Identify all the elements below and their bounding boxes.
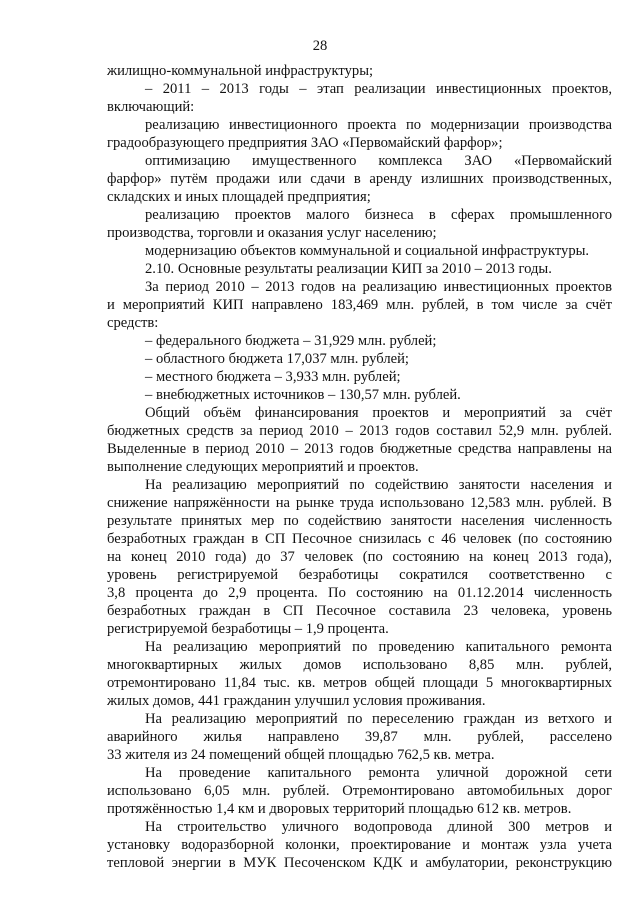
text-line: складских и иных площадей предприятия; bbox=[107, 189, 371, 205]
text-line: аварийного жилья направлено 39,87 млн. рублей, расселено bbox=[107, 729, 612, 745]
text-line: снижение напряжённости на рынке труда использовано 12,583 млн. рублей. В bbox=[107, 495, 612, 511]
list-item: – местного бюджета – 3,933 млн. рублей; bbox=[145, 369, 401, 385]
text-line: отремонтировано 11,84 тыс. кв. метров общей площади 5 многоквартирных bbox=[107, 675, 612, 691]
list-item: – федерального бюджета – 31,929 млн. рублей; bbox=[145, 333, 437, 349]
text-line: На реализацию мероприятий по проведению капитального ремонта bbox=[145, 639, 612, 655]
text-line: выполнение следующих мероприятий и проектов. bbox=[107, 459, 419, 475]
text-line: На строительство уличного водопровода длиной 300 метров и bbox=[145, 819, 612, 835]
text-line: Общий объём финансирования проектов и мероприятий за счёт bbox=[145, 405, 612, 421]
text-line: уровень регистрируемой безработицы сократился соответственно с bbox=[107, 567, 612, 583]
text-line: 33 жителя из 24 помещений общей площадью 762,5 кв. метра. bbox=[107, 747, 495, 763]
list-item: – внебюджетных источников – 130,57 млн. рублей. bbox=[145, 387, 461, 403]
text-line: За период 2010 – 2013 годов на реализацию инвестиционных проектов bbox=[145, 279, 612, 295]
text-line: производства, торговли и оказания услуг населению; bbox=[107, 225, 437, 241]
page-number: 28 bbox=[312, 38, 328, 54]
list-item: – областного бюджета 17,037 млн. рублей; bbox=[145, 351, 409, 367]
text-line: установку водоразборной колонки, проектирование и монтаж узла учета bbox=[107, 837, 612, 853]
text-line: многоквартирных жилых домов использовано 8,85 млн. рублей, bbox=[107, 657, 612, 673]
text-line: средств: bbox=[107, 315, 159, 331]
text-line: на конец 2010 года) до 37 человек (по состоянию на конец 2013 года), bbox=[107, 549, 612, 565]
text-line: модернизацию объектов коммунальной и социальной инфраструктуры. bbox=[145, 243, 590, 259]
text-line: Выделенные в период 2010 – 2013 годов бюджетные средства направлены на bbox=[107, 441, 612, 457]
text-line: реализацию проектов малого бизнеса в сферах промышленного bbox=[145, 207, 612, 223]
section-heading: 2.10. Основные результаты реализации КИП за 2010 – 2013 годы. bbox=[145, 261, 552, 277]
text-line: – 2011 – 2013 годы – этап реализации инвестиционных проектов, bbox=[145, 81, 612, 97]
text-line: реализацию инвестиционного проекта по модернизации производства bbox=[145, 117, 612, 133]
text-line: фарфор» путём продажи или сдачи в аренду излишних производственных, bbox=[107, 171, 612, 187]
text-line: градообразующего предприятия ЗАО «Первомайский фарфор»; bbox=[107, 135, 503, 151]
text-line: жилищно-коммунальной инфраструктуры; bbox=[107, 63, 374, 79]
text-line: безработных граждан в СП Песочное снизилась с 46 человек (по состоянию bbox=[107, 531, 612, 547]
text-line: результате принятых мер по содействию занятости населения численность bbox=[107, 513, 612, 529]
text-line: 3,8 процента до 2,9 процента. По состоянию на 01.12.2014 численность bbox=[107, 585, 612, 601]
text-line: и мероприятий КИП направлено 183,469 млн. рублей, в том числе за счёт bbox=[107, 297, 612, 313]
text-line: регистрируемой безработицы – 1,9 процента. bbox=[107, 621, 389, 637]
text-line: жилых домов, 441 гражданин улучшил условия проживания. bbox=[107, 693, 486, 709]
text-line: На реализацию мероприятий по содействию занятости населения и bbox=[145, 477, 612, 493]
text-line: На реализацию мероприятий по переселению граждан из ветхого и bbox=[145, 711, 612, 727]
text-line: оптимизацию имущественного комплекса ЗАО «Первомайский bbox=[145, 153, 612, 169]
text-line: тепловой энергии в МУК Песоченском КДК и амбулатории, реконструкцию bbox=[107, 855, 612, 871]
text-line: На проведение капитального ремонта уличной дорожной сети bbox=[145, 765, 612, 781]
text-line: включающий: bbox=[107, 99, 195, 115]
text-line: безработных граждан в СП Песочное составила 23 человека, уровень bbox=[107, 603, 612, 619]
text-line: бюджетных средств за период 2010 – 2013 годов составил 52,9 млн. рублей. bbox=[107, 423, 612, 439]
text-line: использовано 6,05 млн. рублей. Отремонтировано автомобильных дорог bbox=[107, 783, 612, 799]
text-line: протяжённостью 1,4 км и дворовых территорий площадью 612 кв. метров. bbox=[107, 801, 572, 817]
